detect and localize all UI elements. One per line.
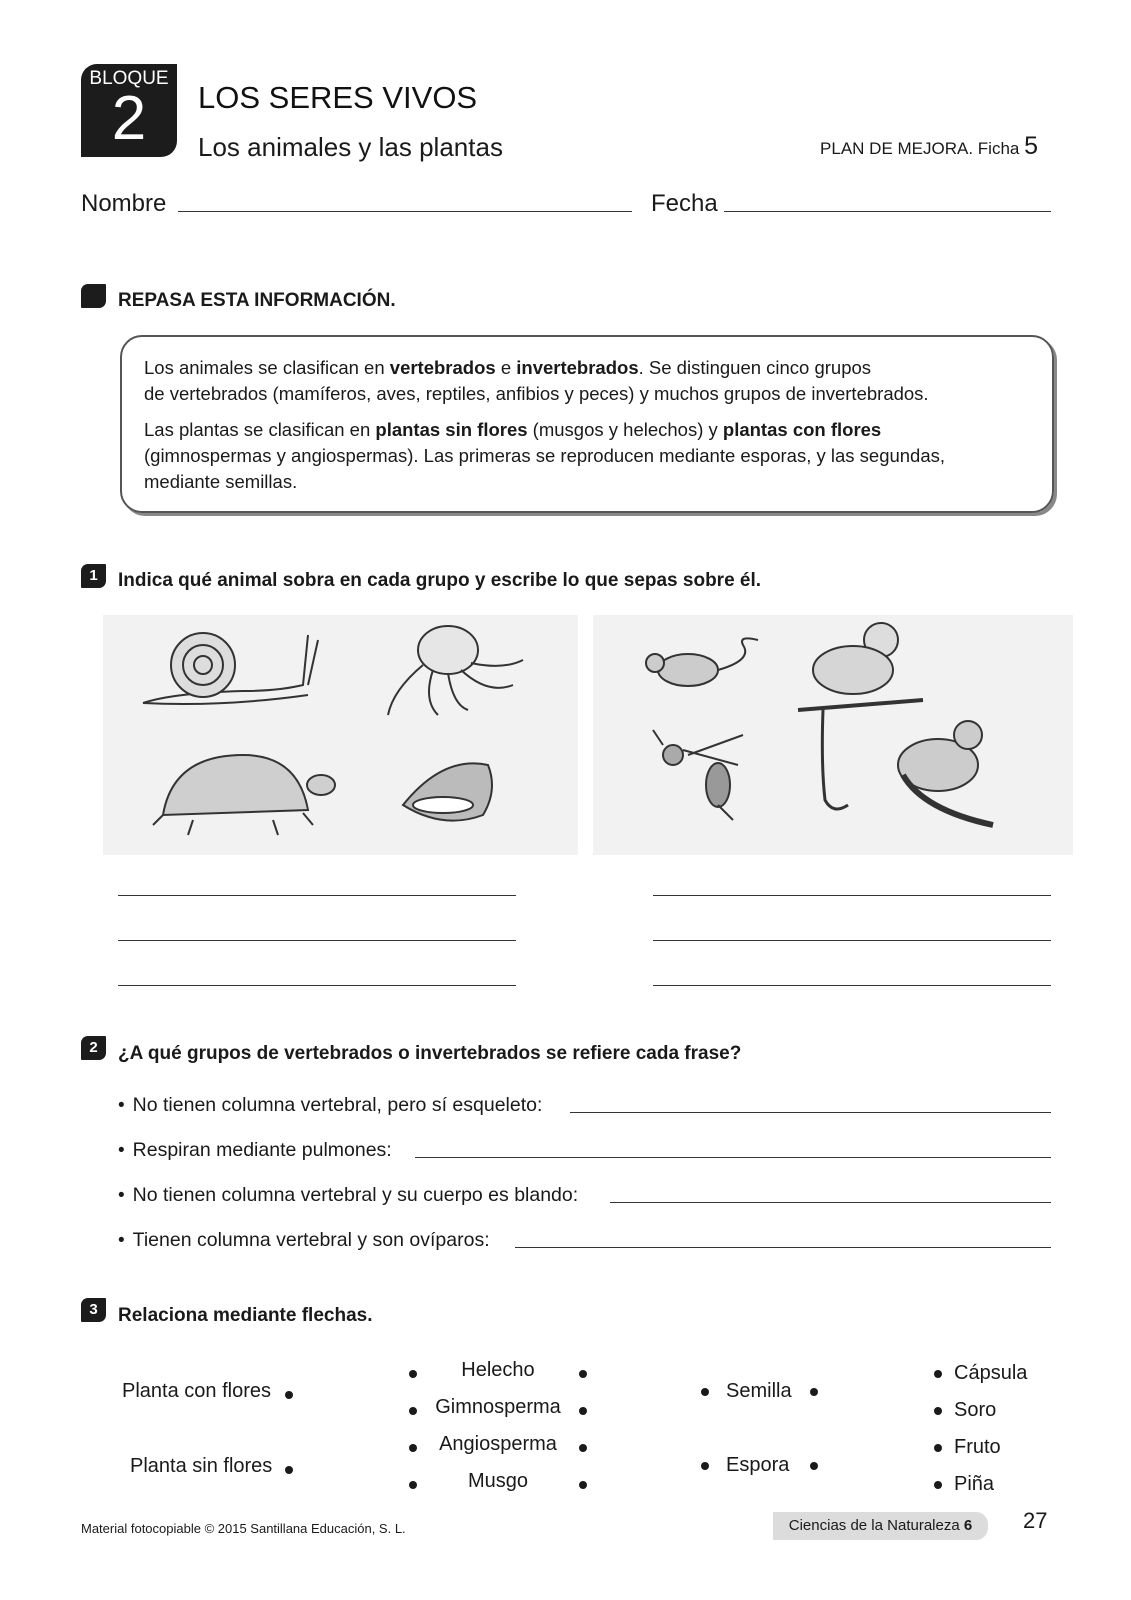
info-paragraph-plants — [144, 417, 1034, 495]
match-dot[interactable] — [579, 1370, 587, 1378]
match-dot[interactable] — [934, 1481, 942, 1489]
match-gimnosperma: Gimnosperma — [435, 1396, 561, 1418]
match-musgo: Musgo — [467, 1470, 529, 1492]
exercise-3-number: 3 — [81, 1298, 106, 1322]
review-title: REPASA ESTA INFORMACIÓN. — [118, 290, 396, 311]
ex2-answer-2[interactable] — [415, 1157, 1051, 1158]
nombre-field[interactable] — [178, 211, 632, 212]
mussel-illustration — [403, 763, 492, 820]
match-planta-sin-flores: Planta sin flores — [130, 1455, 273, 1477]
answer-line-left-3[interactable] — [118, 985, 516, 986]
octopus-illustration — [388, 626, 523, 715]
answer-line-right-3[interactable] — [653, 985, 1051, 986]
nombre-label: Nombre — [81, 190, 167, 217]
info-bold: plantas con flores — [722, 419, 882, 440]
match-dot[interactable] — [934, 1370, 942, 1378]
bloque-badge — [81, 64, 177, 157]
exercise-3-title: Relaciona mediante flechas. — [118, 1305, 373, 1326]
match-dot[interactable] — [934, 1407, 942, 1415]
match-dot[interactable] — [285, 1466, 293, 1474]
ex2-item-3: • No tienen columna vertebral y su cuerpo es blando: — [118, 1184, 579, 1206]
match-dot[interactable] — [934, 1444, 942, 1452]
ex2-answer-4[interactable] — [515, 1247, 1051, 1248]
page-title: LOS SERES VIVOS — [198, 80, 478, 115]
info-text: Los animales se clasifican en — [144, 357, 390, 378]
match-dot[interactable] — [579, 1444, 587, 1452]
ex2-item-2: • Respiran mediante pulmones: — [118, 1139, 392, 1161]
match-semilla: Semilla — [726, 1380, 792, 1402]
info-bold: vertebrados — [389, 357, 496, 378]
match-capsula: Cápsula — [954, 1362, 1028, 1384]
wasp-illustration — [653, 730, 743, 820]
exercise-1-title: Indica qué animal sobra en cada grupo y escribe lo que sepas sobre él. — [118, 570, 762, 591]
fecha-field[interactable] — [724, 211, 1051, 212]
ficha-number: 5 — [1024, 132, 1038, 160]
ex2-item-text: Respiran mediante pulmones: — [132, 1139, 392, 1161]
exercise-2-title: ¿A qué grupos de vertebrados o invertebrados se refiere cada frase? — [118, 1043, 742, 1064]
match-dot[interactable] — [579, 1407, 587, 1415]
info-box — [120, 335, 1054, 513]
match-fruto: Fruto — [954, 1436, 1001, 1458]
mouse-illustration — [646, 638, 758, 686]
ex2-answer-1[interactable] — [570, 1112, 1051, 1113]
match-soro: Soro — [954, 1399, 997, 1421]
answer-line-right-1[interactable] — [653, 895, 1051, 896]
bloque-number: 2 — [111, 84, 147, 153]
info-text: mediante semillas. — [144, 471, 298, 492]
subject-name: Ciencias de la Naturaleza — [788, 1517, 960, 1534]
info-text: (musgos y helechos) y — [527, 419, 723, 440]
fecha-label: Fecha — [651, 190, 718, 217]
plan-text: PLAN DE MEJORA. Ficha — [820, 139, 1020, 158]
info-text: de vertebrados (mamíferos, aves, reptiles, anfibios y peces) y muchos grupos de invertebrados. — [144, 383, 929, 404]
match-dot[interactable] — [409, 1407, 417, 1415]
page-number: 27 — [1023, 1508, 1048, 1533]
info-paragraph-animals — [144, 355, 1034, 407]
exercise-2-number: 2 — [81, 1036, 106, 1060]
bloque-label: BLOQUE — [89, 68, 169, 89]
match-dot[interactable] — [810, 1462, 818, 1470]
answer-line-left-2[interactable] — [118, 940, 516, 941]
match-planta-con-flores: Planta con flores — [122, 1380, 271, 1402]
plan-label — [820, 132, 1038, 161]
info-text: . Se distinguen cinco grupos — [638, 357, 872, 378]
match-pina: Piña — [954, 1473, 995, 1495]
answer-line-left-1[interactable] — [118, 895, 516, 896]
ex2-item-text: No tienen columna vertebral, pero sí esqueleto: — [132, 1094, 543, 1116]
grade-number: 6 — [963, 1517, 973, 1534]
animal-group-left — [103, 615, 578, 855]
ex2-item-text: No tienen columna vertebral y su cuerpo es blando: — [132, 1184, 579, 1206]
info-bold: invertebrados — [516, 357, 639, 378]
match-dot[interactable] — [579, 1481, 587, 1489]
match-helecho: Helecho — [461, 1359, 535, 1381]
match-dot[interactable] — [285, 1391, 293, 1399]
answer-line-right-2[interactable] — [653, 940, 1051, 941]
info-bold: plantas sin flores — [375, 419, 528, 440]
match-dot[interactable] — [409, 1444, 417, 1452]
match-dot[interactable] — [701, 1388, 709, 1396]
exercise-1-number: 1 — [81, 564, 106, 588]
review-icon — [81, 284, 106, 308]
match-dot[interactable] — [409, 1481, 417, 1489]
page-subtitle: Los animales y las plantas — [198, 132, 503, 162]
ex2-item-text: Tienen columna vertebral y son ovíparos: — [132, 1229, 490, 1251]
subject-badge — [773, 1512, 988, 1540]
ex2-item-1: • No tienen columna vertebral, pero sí esqueleto: — [118, 1094, 543, 1116]
copyright-note: Material fotocopiable © 2015 Santillana Educación, S. L. — [81, 1521, 406, 1536]
match-dot[interactable] — [409, 1370, 417, 1378]
match-angiosperma: Angiosperma — [439, 1433, 557, 1455]
snail-illustration — [143, 633, 318, 704]
info-text: (gimnospermas y angiospermas). Las primeras se reproducen mediante esporas, y las segundas, — [144, 445, 946, 466]
match-espora: Espora — [726, 1454, 790, 1476]
match-dot[interactable] — [810, 1388, 818, 1396]
ex2-item-4: • Tienen columna vertebral y son ovíparos: — [118, 1229, 490, 1251]
tortoise-illustration — [153, 755, 335, 835]
genet-illustration — [898, 721, 993, 825]
info-text: Las plantas se clasifican en — [144, 419, 376, 440]
match-dot[interactable] — [701, 1462, 709, 1470]
ex2-answer-3[interactable] — [610, 1202, 1051, 1203]
info-text: e — [495, 357, 517, 378]
animal-group-right — [593, 615, 1073, 855]
